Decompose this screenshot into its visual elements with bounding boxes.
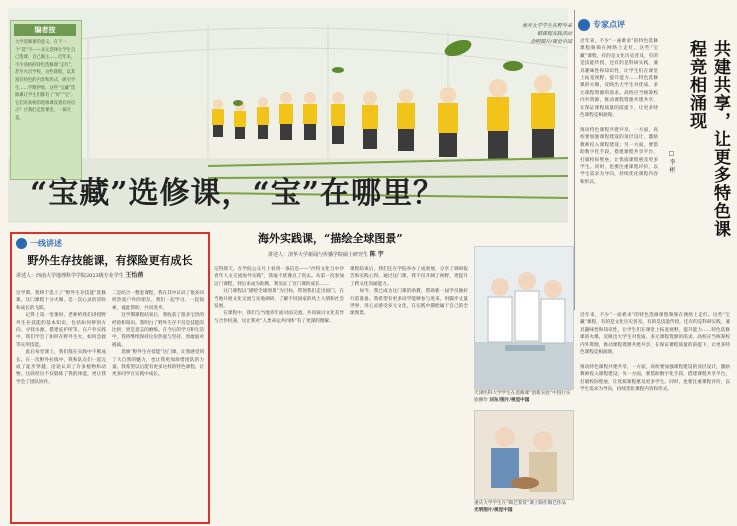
middle-text-col2: 课程结束后，我们还在学院举办了成果展，分享了调研报告和实践心得。通过这门课，我不仅开阔了视野，更提升了跨文化沟通能力。 如今，我已成为这门课的助教，帮助新一届学员做好行前准备。我希望有更多同学能够参与进来，用脚步丈量世界，用心灵感受多元文化，在实践中描绘属于自己的全球图景。 <box>350 267 468 317</box>
lab-photo <box>474 246 574 390</box>
editor-note-box <box>10 20 82 180</box>
frontline-tag <box>16 237 76 250</box>
lab-photo-illustration <box>475 247 573 389</box>
column-divider <box>574 10 575 310</box>
expert-article-text-top: 近年来，不少“一座难求”的特色选修课程频频在网络上走红。这些“宝藏”课程，有的是文化历史普及，有的是技能传授，还有的是科研实践，兼具趣味性和知识性，让学生们在课堂上拓宽视野、提升能力……特色选修课的火爆，反映出大学生对优质、多元课程资源的渴求。高校应当统筹校内外资源，推动课程资源共建共享，在保证课程质量的前提下，让更多特色课程竞相涌现。 推动特色课程共建共享，一方面，高校要加强课程建设的顶层设计，激励教师投入课程建设；另一方面，要借助数字化手段，搭建课程共享平台，打破校际壁垒，让优质课程惠及更多学生。同时，也要注重课程评价，以学生需求为导向，持续优化课程内容和形式。 <box>580 39 658 185</box>
pottery-photo-caption-text: 重庆大学学生在“陶艺鉴赏”课上制作陶艺作品 <box>474 501 566 506</box>
expert-article-author: □ 李 彬 <box>668 150 675 173</box>
lab-photo-caption-text: 天津医科大学学生在选修课“创新实验”中进行实验操作 <box>474 391 571 403</box>
page-headline: “宝藏”选修课，“宝”在哪里？ <box>30 176 445 211</box>
middle-byline-name: 陈 宇 <box>369 251 384 258</box>
frontline-byline-name: 王怡蓓 <box>125 272 144 279</box>
frontline-tag-icon <box>16 238 27 249</box>
frontline-byline <box>16 272 204 280</box>
hero-caption-line2: 稻课程实践活动 <box>536 31 572 37</box>
hero-caption-line1: 南开大学学生在野外采 <box>521 23 572 29</box>
frontline-article-title: 野外生存技能课，有探险更有成长 <box>27 254 193 267</box>
frontline-byline-label: 讲述人：西南大学地理科学学院2023级专业学生 <box>16 273 124 279</box>
lab-photo-caption <box>474 390 572 404</box>
hero-caption-credit: 余明图片/视觉中国 <box>530 39 572 45</box>
hero-photo-caption <box>462 22 572 46</box>
pottery-photo-caption-credit: 光明图片/视觉中国 <box>474 508 513 513</box>
frontline-text-col1: 这学期，我终于选上了“野外生存技能”选修课。这门课程十分火爆，是一次心灵的冒险和成长的飞跃。 记得上第一堂课时，老师给我们讲授野外生存技能的基本知识，包括如何辨别方向、寻找水源、搭建庇护所等。在户外实践中，我们学会了如何在野外生火、如何急救等实用技能。 此后每堂课上，我们都在实践中不断成长。在一次野外拉练中，我和队友们一起完成了徒步穿越，沿途认识了许多植物和动物。这段经历不仅锻炼了我的体能，更让我学会了团队协作。 <box>16 291 106 385</box>
middle-byline <box>268 251 488 259</box>
frontline-article-box <box>10 232 210 524</box>
lab-photo-caption-credit: 刘东/图片/视觉中国 <box>489 398 530 403</box>
middle-text-col1: 记得那天，在学院公众号上看到一条信息——“沙特文化与中沙青年人文交流海外实践”，我毫不犹豫点了进去。从第一次参加这门课程，到后来成为助教，我见证了这门课的成长…… 这门课程以“描绘全球图景”为目标，带领我们走出国门，在当地开展文化交流与实地调研，了解不同国家的风土人情和社会发展。 在课程中，我们与当地青年面对面交流，共同探讨文化差异与合作机遇，这让我对“人类命运共同体”有了更深的理解。 <box>214 267 344 324</box>
middle-byline-label: 讲述人：清华大学新闻与传播学院硕士研究生 <box>268 252 369 258</box>
expert-tag-icon <box>578 19 590 31</box>
expert-tag <box>578 18 648 32</box>
expert-article-title: 共建共享，让更多特色课程竞相涌现 <box>686 40 730 238</box>
frontline-tag-label: 一线讲述 <box>30 239 62 248</box>
expert-tag-label: 专家点评 <box>593 20 625 29</box>
pottery-photo <box>474 410 574 500</box>
frontline-text-col2: 二是结合一整套课程，我在其中认识了很多同样热爱户外的朋友。我们一起学习、一起探索，彼此帮助，共同进步。 这学期课程结束后，我收获了很多宝贵的经验和知识。我明白了野外生存不仅是技能的比拼，更是意志的磨练。在今后的学习和生活中，我将继续保持这份热爱与坚持，勇敢面对挑战。 选修“野外生存技能”这门课，让我感受到了大自然的魅力，也让我更加珍惜团队的力量。我希望以后能有更多这样的特色课程，让更多同学在实践中成长。 <box>112 291 204 378</box>
expert-article-text-bottom: 近年来，不少“一座难求”的特色选修课程频频在网络上走红。这些“宝藏”课程，有的是文化历史普及，有的是技能传授，还有的是科研实践，兼具趣味性和知识性，让学生们在课堂上拓宽视野、提升能力……特色选修课的火爆，反映出大学生对优质、多元课程资源的渴求。高校应当统筹校内外资源，推动课程资源共建共享，在保证课程质量的前提下，让更多特色课程竞相涌现。 推动特色课程共建共享，一方面，高校要加强课程建设的顶层设计，激励教师投入课程建设；另一方面，要借助数字化手段，搭建课程共享平台，打破校际壁垒，让优质课程惠及更多学生。同时，也要注重课程评价，以学生需求为导向，持续优化课程内容和形式。 <box>580 313 730 393</box>
pottery-photo-caption <box>474 500 572 514</box>
middle-article-title: 海外实践课，“描绘全球图景” <box>258 232 403 245</box>
editor-note-text: 大学选修课的意义，在于一个“选”字——多元选择让学生自己选课、自己做主……近年来，不少高校的特色选修课“走红”，甚至火出学校。这些课程，以其富有特色的内容和形式，吸引学生……学期伊始，这些“宝藏”选修课让学生们都有了“好”“宝”。它们对高校的选修课设置有何启示？让我们走进课堂，一探究竟。 <box>15 40 76 121</box>
pottery-photo-illustration <box>475 411 573 499</box>
editor-note-title: 编者按 <box>14 24 76 36</box>
